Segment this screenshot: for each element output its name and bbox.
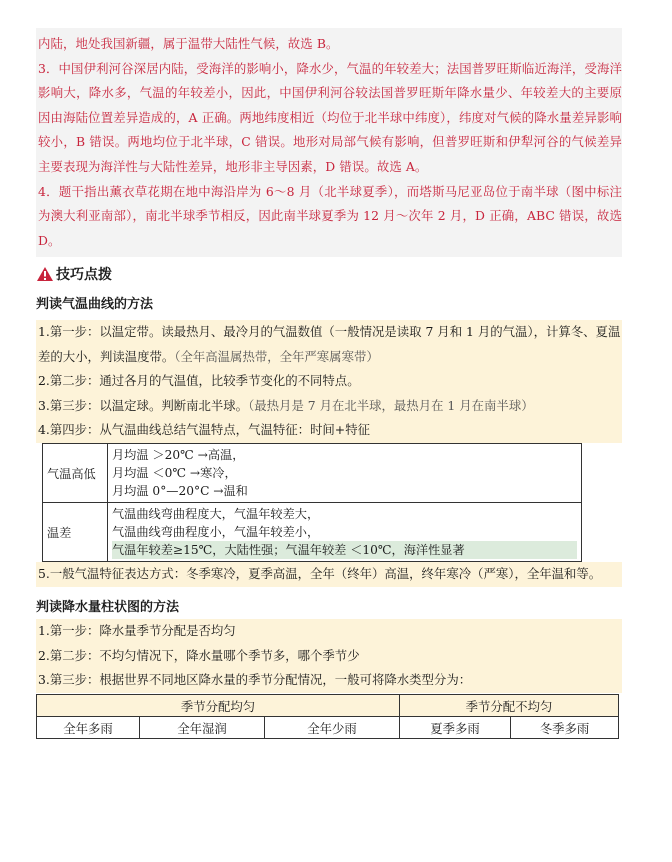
section-title-precipitation: 判读降水量柱状图的方法 [36,600,180,615]
answer-explanations [36,28,622,257]
rain-step-1: 1.第一步：降水量季节分配是否均匀 [38,623,236,638]
rain-type-cell: 夏季多雨 [400,717,511,739]
warning-icon [36,266,54,282]
temp-step-3: 3.第三步：以温定球。判断南北半球。（最热月是 7 月在北半球，最热月在 1 月在南半球） [38,397,534,413]
rain-type-cell: 冬季多雨 [511,717,619,739]
rain-head-even: 季节分配均匀 [37,695,400,717]
temperature-step-5: 5.一般气温特征表达方式：冬季寒冷，夏季高温，全年（终年）高温，终年寒冷（严寒），全年温和等。 [36,562,622,587]
tips-heading-text: 技巧点拨 [56,267,112,283]
answer-paragraph-3: 3．中国伊利河谷深居内陆，受海洋的影响小，降水少，气温的年较差大；法国普罗旺斯临近海洋，受海洋影响大，降水多，气温的年较差小，因此，中国伊利河谷较法国普罗旺斯年降水量少、年较差大的主要原因由海陆位置差异造成的，A 正确。两地纬度相近（均位于北半球中纬度），纬度对气候的降水量差异影响较小，B 错误。两地均位于北半球，C 错误。地形对局部气候有影响，但普罗旺斯和伊犁河谷的气候差异主要表现为海洋性与大陆性差异，地形非主导因素，D 错误。故选 A。 [38,60,622,174]
precipitation-steps [36,619,622,693]
temp-table-cell-level: 月均温 ＞20℃ →高温， 月均温 ＜0℃ →寒冷， 月均温 0°—20°C →温和 [108,444,582,503]
table-row [37,695,619,717]
temp-table-cell-range: 气温曲线弯曲程度大，气温年较差大， 气温曲线弯曲程度小，气温年较差小， 气温年较差≥15℃，大陆性强；气温年较差 ＜10℃，海洋性显著 [108,503,582,562]
temperature-table [42,443,582,562]
temp-table-label-level: 气温高低 [43,444,108,503]
table-row [43,503,582,562]
rain-type-cell: 全年湿润 [140,717,265,739]
rain-step-2: 2.第二步：不均匀情况下，降水量哪个季节多，哪个季节少 [38,647,360,663]
table-row [37,717,619,739]
section-title-temperature: 判读气温曲线的方法 [36,297,154,312]
rain-head-uneven: 季节分配不均匀 [400,695,619,717]
answer-paragraph-2-end: 内陆，地处我国新疆，属于温带大陆性气候，故选 B。 [38,36,339,51]
temp-step-2: 2.第二步：通过各月的气温值，比较季节变化的不同特点。 [38,373,360,389]
precipitation-table [36,694,619,739]
table-row [43,444,582,503]
tips-heading [36,264,112,284]
rain-step-3: 3.第三步：根据世界不同地区降水量的季节分配情况，一般可将降水类型分为： [38,672,472,688]
temp-step-1: 1.第一步：以温定带。读最热月、最冷月的气温数值（一般情况是读取 7 月和 1 月的气温），计算冬、夏温差的大小，判读温度带。（全年高温属热带，全年严寒属寒带） [38,324,621,364]
temp-step-4: 4.第四步：从气温曲线总结气温特点，气温特征：时间+特征 [38,422,370,438]
answer-paragraph-4: 4．题干指出薰衣草花期在地中海沿岸为 6～8 月（北半球夏季），而塔斯马尼亚岛位于南半球（图中标注为澳大利亚南部），南北半球季节相反，因此南半球夏季为 12 月～次年 2 月，D 正确，ABC 错误，故选 D。 [38,183,622,248]
rain-type-cell: 全年多雨 [37,717,140,739]
temp-table-label-range: 温差 [43,503,108,562]
temperature-steps [36,320,622,443]
rain-type-cell: 全年少雨 [265,717,400,739]
